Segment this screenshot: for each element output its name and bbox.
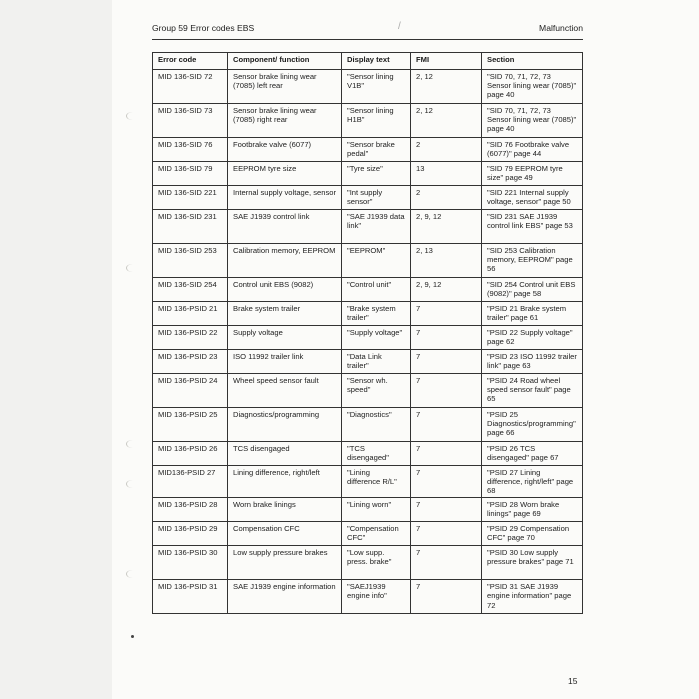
header-slash-mark: / (398, 21, 401, 32)
cell-fmi: 7 (411, 326, 482, 350)
cell-section: "PSID 22 Supply voltage" page 62 (482, 326, 583, 350)
cell-fmi: 2, 12 (411, 70, 482, 104)
cell-fmi: 7 (411, 408, 482, 442)
column-header-error-code: Error code (153, 53, 228, 70)
table-row (153, 186, 583, 210)
cell-display-text: "Compensation CFC" (342, 522, 411, 546)
table-row (153, 104, 583, 138)
cell-section: "PSID 29 Compensation CFC" page 70 (482, 522, 583, 546)
cell-component: Calibration memory, EEPROM (228, 244, 342, 278)
table-row (153, 326, 583, 350)
cell-display-text: "Sensor lining H1B" (342, 104, 411, 138)
cell-display-text: "Sensor brake pedal" (342, 138, 411, 162)
cell-error-code: MID 136-PSID 23 (153, 350, 228, 374)
cell-component: Lining difference, right/left (228, 466, 342, 498)
cell-error-code: MID 136-PSID 22 (153, 326, 228, 350)
cell-component: Low supply pressure brakes (228, 546, 342, 580)
cell-display-text: "Brake system trailer" (342, 302, 411, 326)
cell-error-code: MID136-PSID 27 (153, 466, 228, 498)
cell-fmi: 7 (411, 522, 482, 546)
cell-error-code: MID 136-PSID 24 (153, 374, 228, 408)
cell-section: "SID 221 Internal supply voltage, sensor" page 50 (482, 186, 583, 210)
table-row (153, 466, 583, 498)
cell-display-text: "Data Link trailer" (342, 350, 411, 374)
table-row (153, 70, 583, 104)
cell-display-text: "Supply voltage" (342, 326, 411, 350)
cell-component: Control unit EBS (9082) (228, 278, 342, 302)
column-header-fmi: FMI (411, 53, 482, 70)
table-row (153, 138, 583, 162)
table-row (153, 408, 583, 442)
punch-hole-mark (126, 440, 139, 448)
cell-error-code: MID 136-PSID 26 (153, 442, 228, 466)
cell-section: "PSID 27 Lining difference, right/left" page 68 (482, 466, 583, 498)
error-codes-table (152, 52, 583, 614)
cell-display-text: "Int supply sensor" (342, 186, 411, 210)
cell-component: Sensor brake lining wear (7085) left rear (228, 70, 342, 104)
cell-component: EEPROM tyre size (228, 162, 342, 186)
table-row (153, 244, 583, 278)
table-header-row (153, 53, 583, 70)
cell-section: "PSID 26 TCS disengaged" page 67 (482, 442, 583, 466)
cell-section: "PSID 23 ISO 11992 trailer link" page 63 (482, 350, 583, 374)
cell-error-code: MID 136-PSID 31 (153, 580, 228, 614)
cell-display-text: "SAE J1939 data link" (342, 210, 411, 244)
cell-fmi: 7 (411, 350, 482, 374)
cell-section: "PSID 25 Diagnostics/programming" page 66 (482, 408, 583, 442)
cell-section: "PSID 28 Worn brake linings" page 69 (482, 498, 583, 522)
cell-fmi: 7 (411, 466, 482, 498)
column-header-display-text: Display text (342, 53, 411, 70)
cell-display-text: "Lining difference R/L" (342, 466, 411, 498)
cell-display-text: "Diagnostics" (342, 408, 411, 442)
cell-error-code: MID 136-PSID 21 (153, 302, 228, 326)
cell-error-code: MID 136-SID 79 (153, 162, 228, 186)
cell-error-code: MID 136-SID 253 (153, 244, 228, 278)
cell-component: Diagnostics/programming (228, 408, 342, 442)
cell-display-text: "Tyre size" (342, 162, 411, 186)
cell-component: Worn brake linings (228, 498, 342, 522)
header-section: Malfunction (539, 23, 583, 33)
cell-component: Brake system trailer (228, 302, 342, 326)
cell-section: "PSID 31 SAE J1939 engine information" page 72 (482, 580, 583, 614)
table-row (153, 546, 583, 580)
cell-section: "SID 79 EEPROM tyre size" page 49 (482, 162, 583, 186)
cell-component: SAE J1939 control link (228, 210, 342, 244)
cell-error-code: MID 136-SID 73 (153, 104, 228, 138)
cell-display-text: "Low supp. press. brake" (342, 546, 411, 580)
cell-error-code: MID 136-PSID 29 (153, 522, 228, 546)
cell-fmi: 2, 13 (411, 244, 482, 278)
table-row (153, 210, 583, 244)
cell-error-code: MID 136-PSID 25 (153, 408, 228, 442)
cell-section: "PSID 30 Low supply pressure brakes" page 71 (482, 546, 583, 580)
cell-section: "SID 70, 71, 72, 73 Sensor lining wear (7085)" page 40 (482, 104, 583, 138)
cell-section: "SID 231 SAE J1939 control link EBS" page 53 (482, 210, 583, 244)
cell-display-text: "SAEJ1939 engine info" (342, 580, 411, 614)
speck-mark (131, 635, 134, 638)
cell-section: "SID 76 Footbrake valve (6077)" page 44 (482, 138, 583, 162)
cell-fmi: 7 (411, 546, 482, 580)
table-row (153, 442, 583, 466)
cell-fmi: 2 (411, 186, 482, 210)
page-number: 15 (568, 676, 578, 686)
cell-section: "SID 253 Calibration memory, EEPROM" page 56 (482, 244, 583, 278)
cell-error-code: MID 136-PSID 30 (153, 546, 228, 580)
table-row (153, 162, 583, 186)
column-header-component: Component/ function (228, 53, 342, 70)
cell-component: SAE J1939 engine information (228, 580, 342, 614)
page-header (152, 23, 583, 39)
table-row (153, 374, 583, 408)
cell-display-text: "TCS disengaged" (342, 442, 411, 466)
cell-component: Compensation CFC (228, 522, 342, 546)
cell-component: Internal supply voltage, sensor (228, 186, 342, 210)
cell-component: Footbrake valve (6077) (228, 138, 342, 162)
table-body (153, 70, 583, 614)
cell-fmi: 2 (411, 138, 482, 162)
cell-fmi: 2, 9, 12 (411, 278, 482, 302)
cell-section: "PSID 21 Brake system trailer" page 61 (482, 302, 583, 326)
cell-display-text: "Sensor lining V1B" (342, 70, 411, 104)
cell-fmi: 7 (411, 580, 482, 614)
table-row (153, 498, 583, 522)
cell-component: Supply voltage (228, 326, 342, 350)
table-row (153, 350, 583, 374)
cell-fmi: 7 (411, 374, 482, 408)
cell-error-code: MID 136-SID 231 (153, 210, 228, 244)
cell-error-code: MID 136-SID 72 (153, 70, 228, 104)
cell-display-text: "Sensor wh. speed" (342, 374, 411, 408)
cell-error-code: MID 136-SID 221 (153, 186, 228, 210)
cell-display-text: "Lining worn" (342, 498, 411, 522)
cell-error-code: MID 136-SID 254 (153, 278, 228, 302)
table-row (153, 302, 583, 326)
cell-display-text: "EEPROM" (342, 244, 411, 278)
punch-hole-mark (126, 480, 139, 488)
cell-section: "SID 70, 71, 72, 73 Sensor lining wear (7085)" page 40 (482, 70, 583, 104)
table-row (153, 580, 583, 614)
cell-component: Wheel speed sensor fault (228, 374, 342, 408)
cell-fmi: 7 (411, 302, 482, 326)
header-title: Group 59 Error codes EBS (152, 23, 255, 33)
cell-component: ISO 11992 trailer link (228, 350, 342, 374)
cell-section: "PSID 24 Road wheel speed sensor fault" page 65 (482, 374, 583, 408)
cell-error-code: MID 136-SID 76 (153, 138, 228, 162)
cell-section: "SID 254 Control unit EBS (9082)" page 58 (482, 278, 583, 302)
header-rule (152, 39, 583, 40)
column-header-section: Section (482, 53, 583, 70)
punch-hole-mark (126, 112, 139, 120)
cell-error-code: MID 136-PSID 28 (153, 498, 228, 522)
punch-hole-mark (126, 570, 139, 578)
cell-component: Sensor brake lining wear (7085) right rear (228, 104, 342, 138)
cell-component: TCS disengaged (228, 442, 342, 466)
cell-display-text: "Control unit" (342, 278, 411, 302)
cell-fmi: 7 (411, 442, 482, 466)
cell-fmi: 7 (411, 498, 482, 522)
cell-fmi: 13 (411, 162, 482, 186)
punch-hole-mark (126, 264, 139, 272)
table-row (153, 278, 583, 302)
cell-fmi: 2, 9, 12 (411, 210, 482, 244)
table-row (153, 522, 583, 546)
cell-fmi: 2, 12 (411, 104, 482, 138)
